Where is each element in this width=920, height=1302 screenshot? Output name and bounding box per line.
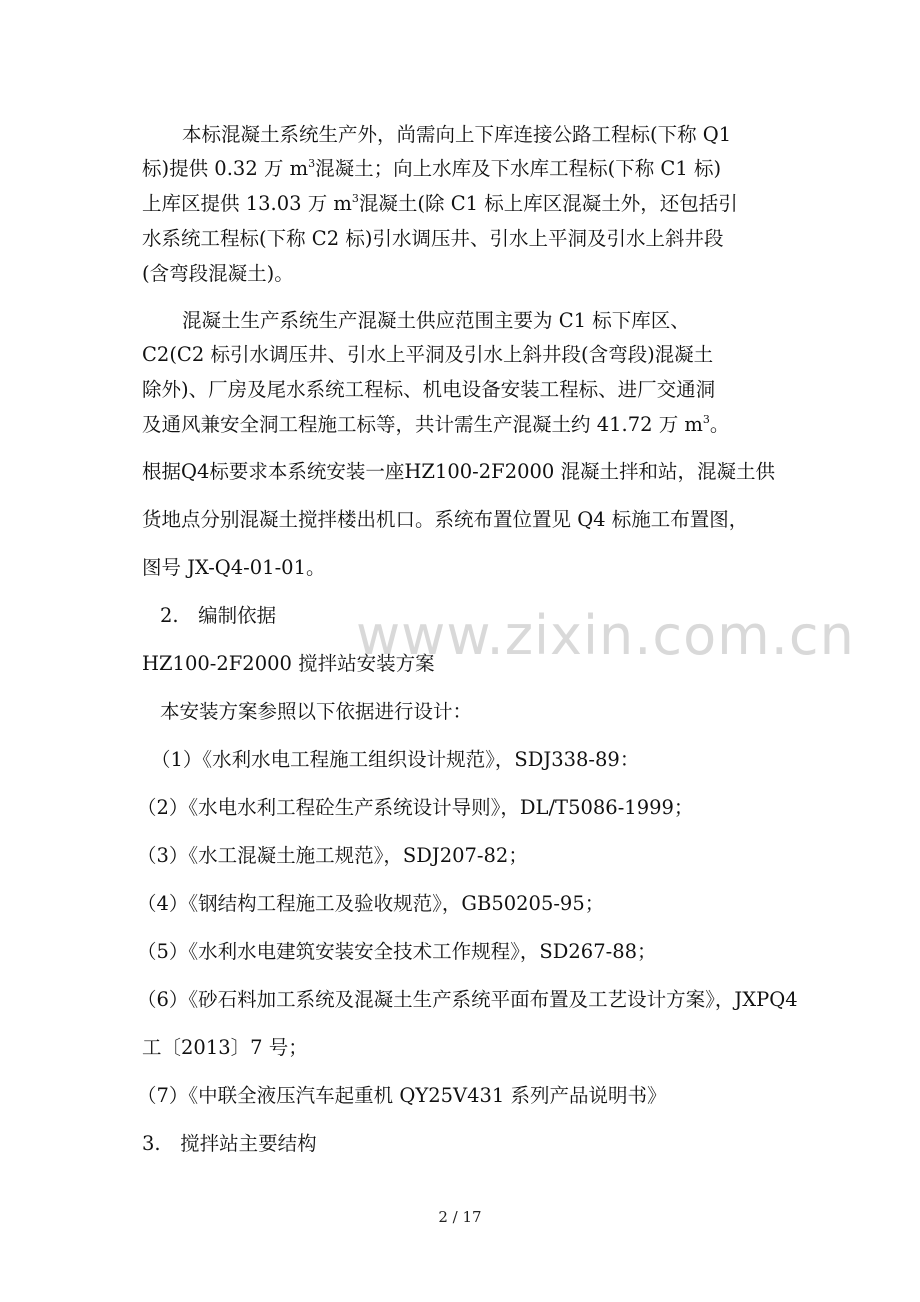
reference-item-continued: 工〔2013〕7 号； <box>142 1036 308 1059</box>
text-span: 混凝土；向上水库及下水库工程标(下称 C1 标) <box>315 157 722 180</box>
superscript: 3 <box>702 413 710 426</box>
section-3-heading: 3. 搅拌站主要结构 <box>142 1132 317 1155</box>
reference-item: （4）《钢结构工程施工及验收规范》，GB50205-95； <box>137 892 605 915</box>
text-line: (含弯段混凝土)。 <box>142 262 294 285</box>
text-span: 及通风兼安全洞工程施工标等，共计需生产混凝土约 41.72 万 m <box>142 413 703 436</box>
reference-item: （7）《中联全液压汽车起重机 QY25V431 系列产品说明书》 <box>137 1084 667 1107</box>
text-span: 上库区提供 13.03 万 m <box>142 192 352 215</box>
text-span: 。 <box>709 413 730 436</box>
reference-item: （5）《水利水电建筑安装安全技术工作规程》，SD267-88； <box>137 940 657 963</box>
text-line: 混凝土生产系统生产混凝土供应范围主要为 C1 标下库区、 <box>182 309 690 332</box>
text-line: 根据Q4标要求本系统安装一座HZ100-2F2000 混凝土拌和站，混凝土供 <box>142 460 776 483</box>
intro-text: 本安装方案参照以下依据进行设计： <box>160 700 473 723</box>
subtitle: HZ100-2F2000 搅拌站安装方案 <box>142 652 435 675</box>
reference-item: （3）《水工混凝土施工规范》，SDJ207-82； <box>137 844 528 867</box>
text-line: C2(C2 标引水调压井、引水上平洞及引水上斜井段(含弯段)混凝土 <box>142 343 714 366</box>
reference-item: （2）《水电水利工程砼生产系统设计导则》，DL/T5086-1999； <box>137 796 694 819</box>
text-span: 标)提供 0.32 万 m <box>142 157 309 180</box>
text-span: 混凝土(除 C1 标上库区混凝土外，还包括引 <box>358 192 738 215</box>
text-line <box>142 194 738 214</box>
reference-item: （1）《水利水电工程施工组织设计规范》，SDJ338-89： <box>151 748 640 771</box>
superscript: 3 <box>308 157 316 170</box>
text-line <box>142 415 729 435</box>
reference-item: （6）《砂石料加工系统及混凝土生产系统平面布置及工艺设计方案》，JXPQ4 <box>137 988 798 1011</box>
superscript: 3 <box>351 192 359 205</box>
section-2-heading: 2. 编制依据 <box>160 604 277 627</box>
text-line <box>142 159 721 179</box>
text-line: 货地点分别混凝土搅拌楼出机口。系统布置位置见 Q4 标施工布置图， <box>142 508 749 531</box>
text-line: 水系统工程标(下称 C2 标)引水调压井、引水上平洞及引水上斜井段 <box>142 227 724 250</box>
watermark: www.zixin.com.cn <box>356 604 855 667</box>
text-line: 除外)、厂房及尾水系统工程标、机电设备安装工程标、进厂交通洞 <box>142 378 716 401</box>
text-line: 图号 JX-Q4-01-01。 <box>142 556 326 579</box>
page-number: 2 / 17 <box>438 1208 482 1226</box>
text-line: 本标混凝土系统生产外，尚需向上下库连接公路工程标(下称 Q1 <box>182 123 732 146</box>
